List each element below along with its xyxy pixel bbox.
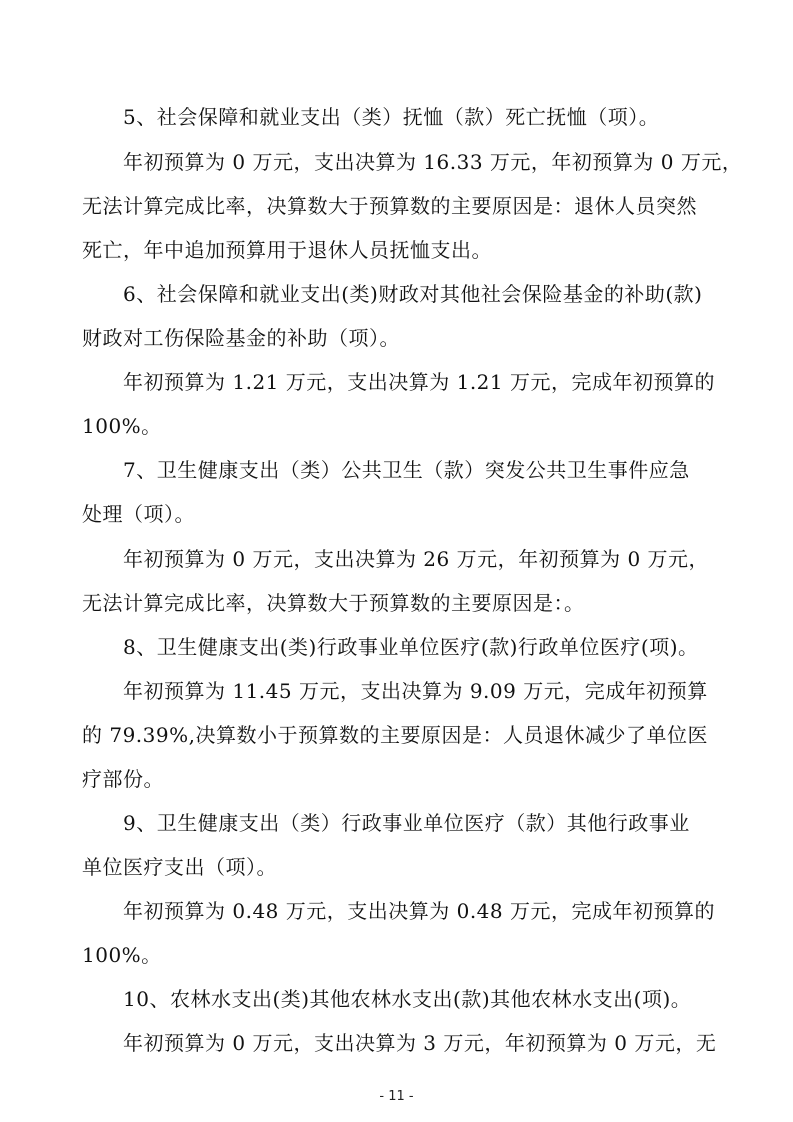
section-7-heading: 7、卫生健康支出（类）公共卫生（款）突发公共卫生事件应急 [123,458,690,482]
section-7-heading-cont: 处理（项）。 [82,502,195,526]
section-6-heading-cont: 财政对工伤保险基金的补助（项）。 [82,326,400,350]
section-10-heading: 10、农林水支出(类)其他农林水支出(款)其他农林水支出(项)。 [123,987,692,1011]
paragraph-line: 年初预算为 11.45 万元，支出决算为 9.09 万元，完成年初预算 [123,679,708,703]
paragraph-line: 疗部份。 [82,767,164,791]
paragraph-line: 100%。 [82,414,162,438]
paragraph-line: 年初预算为 0 万元，支出决算为 26 万元，年初预算为 0 万元， [123,547,710,571]
section-6-heading: 6、社会保障和就业支出(类)财政对其他社会保险基金的补助(款) [123,282,703,306]
paragraph-line: 无法计算完成比率，决算数大于预算数的主要原因是：退休人员突然 [82,194,697,218]
paragraph-line: 的 79.39%,决算数小于预算数的主要原因是：人员退休减少了单位医 [82,723,708,747]
page-number: - 11 - [379,1089,414,1104]
section-5-heading: 5、社会保障和就业支出（类）抚恤（款）死亡抚恤（项）。 [123,105,660,129]
paragraph-line: 死亡，年中追加预算用于退休人员抚恤支出。 [82,238,492,262]
paragraph-line: 无法计算完成比率，决算数大于预算数的主要原因是：。 [82,591,585,615]
paragraph-line: 100%。 [82,943,162,967]
paragraph-line: 年初预算为 1.21 万元，支出决算为 1.21 万元，完成年初预算的 [123,370,715,394]
paragraph-line: 年初预算为 0.48 万元，支出决算为 0.48 万元，完成年初预算的 [123,899,715,923]
section-8-heading: 8、卫生健康支出(类)行政事业单位医疗(款)行政单位医疗(项)。 [123,635,699,659]
paragraph-line: 年初预算为 0 万元，支出决算为 16.33 万元，年初预算为 0 万元， [123,150,743,174]
section-9-heading-cont: 单位医疗支出（项）。 [82,855,277,879]
paragraph-line: 年初预算为 0 万元，支出决算为 3 万元，年初预算为 0 万元，无 [123,1031,717,1055]
section-9-heading: 9、卫生健康支出（类）行政事业单位医疗（款）其他行政事业 [123,811,690,835]
